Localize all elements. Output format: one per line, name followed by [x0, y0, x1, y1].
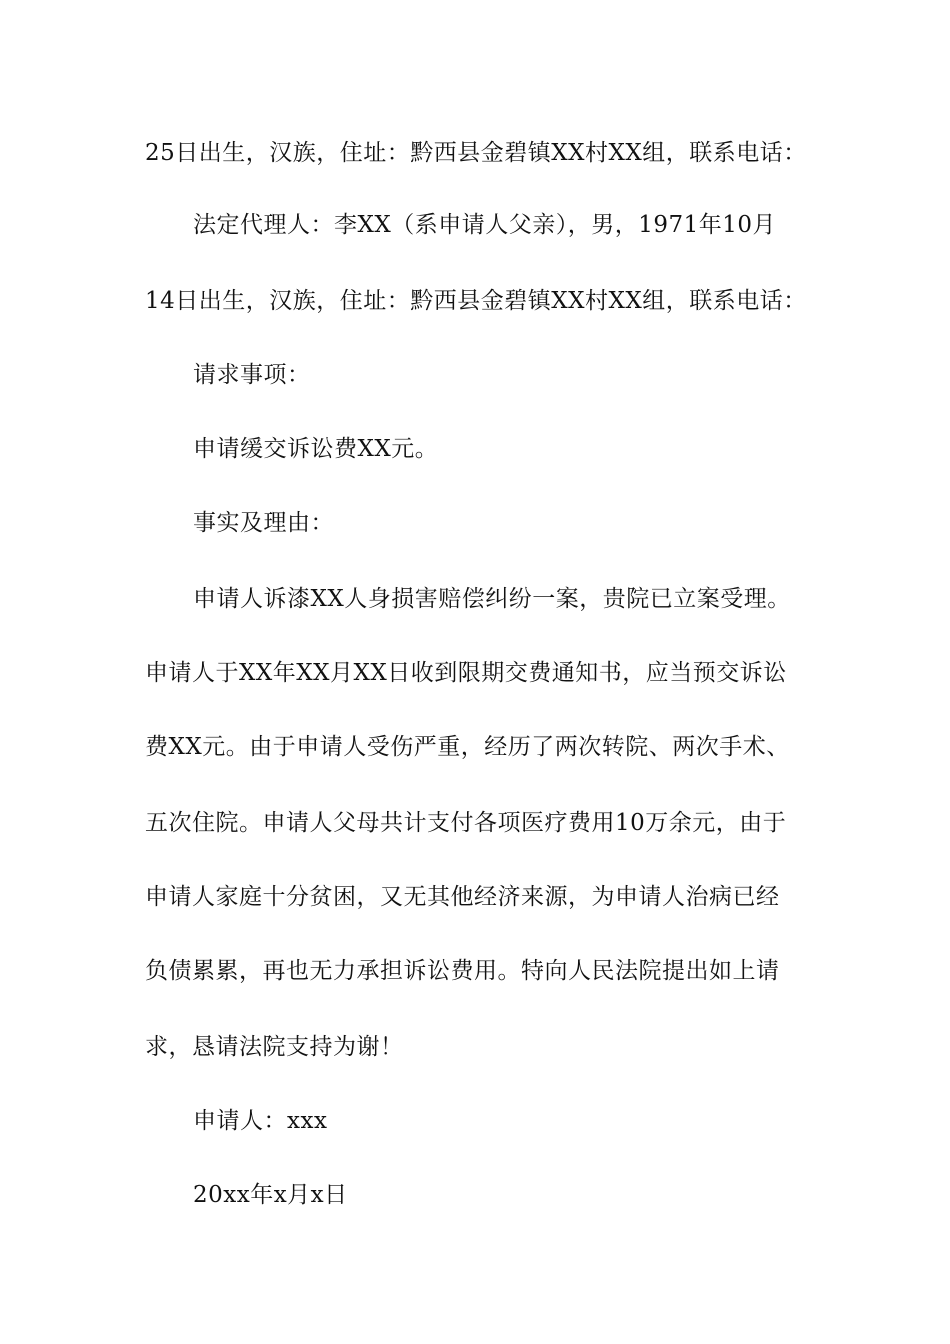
text-line-facts-5: 申请人家庭十分贫困，又无其他经济来源，为申请人治病已经 — [145, 884, 780, 910]
text-line-facts-6: 负债累累，再也无力承担诉讼费用。特向人民法院提出如上请 — [145, 958, 780, 984]
text-line-birth-address: 25日出生，汉族，住址：黔西县金碧镇XX村XX组，联系电话： — [145, 140, 807, 166]
section-heading-facts: 事实及理由： — [193, 510, 334, 536]
text-line-facts-2: 申请人于XX年XX月XX日收到限期交费通知书，应当预交诉讼 — [145, 660, 787, 686]
signature-date: 20xx年x月x日 — [193, 1182, 348, 1208]
text-line-representative-address: 14日出生，汉族，住址：黔西县金碧镇XX村XX组，联系电话： — [145, 288, 807, 314]
text-line-legal-representative: 法定代理人：李XX（系申请人父亲），男，1971年10月 — [193, 212, 777, 238]
text-line-request: 申请缓交诉讼费XX元。 — [193, 436, 439, 462]
text-line-facts-7: 求，恳请法院支持为谢！ — [145, 1034, 404, 1060]
text-line-facts-4: 五次住院。申请人父母共计支付各项医疗费用10万余元，由于 — [145, 810, 787, 836]
section-heading-request: 请求事项： — [193, 362, 311, 388]
signature-applicant: 申请人：xxx — [193, 1108, 328, 1134]
text-line-facts-3: 费XX元。由于申请人受伤严重，经历了两次转院、两次手术、 — [145, 734, 790, 760]
text-line-facts-1: 申请人诉漆XX人身损害赔偿纠纷一案，贵院已立案受理。 — [193, 586, 791, 612]
